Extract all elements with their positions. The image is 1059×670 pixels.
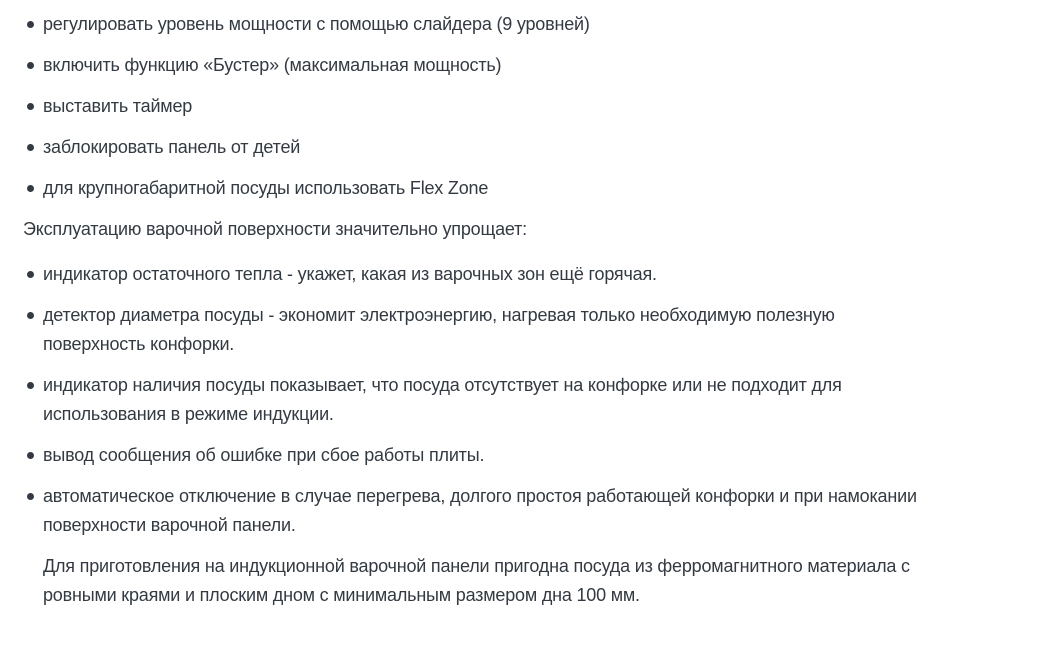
list-item-text: для крупногабаритной посуды использовать Flex Zone [43, 178, 489, 198]
list-item [23, 482, 1043, 540]
list-item [23, 51, 1043, 80]
features-list [23, 260, 1043, 540]
list-item [23, 174, 1043, 203]
list-item-text: вывод сообщения об ошибке при сбое работы плиты. [43, 445, 485, 465]
bullet-icon [27, 144, 34, 151]
list-item-text: регулировать уровень мощности с помощью слайдера (9 уровней) [43, 14, 590, 34]
bullet-icon [27, 21, 34, 28]
list-item-text: индикатор остаточного тепла - укажет, какая из варочных зон ещё горячая. [43, 264, 657, 284]
list-item-text: индикатор наличия посуды показывает, что посуда отсутствует на конфорке или не подходит для [43, 375, 842, 395]
controls-list-secondary [23, 51, 1043, 203]
bullet-icon [27, 452, 34, 459]
list-item-text: автоматическое отключение в случае перегрева, долгого простоя работающей конфорки и при намокании [43, 486, 917, 506]
bullet-icon [27, 103, 34, 110]
list-item-text: использования в режиме индукции. [43, 404, 334, 424]
list-item [23, 260, 1043, 289]
list-item-text: выставить таймер [43, 96, 193, 116]
list-item [23, 371, 1043, 429]
list-item [23, 301, 1043, 359]
list-item-text: включить функцию «Бустер» (максимальная мощность) [43, 55, 502, 75]
list-item [23, 10, 1043, 39]
bullet-icon [27, 493, 34, 500]
controls-list-primary [23, 10, 1043, 39]
bullet-icon [27, 382, 34, 389]
closing-paragraph [43, 552, 1043, 610]
list-item [23, 133, 1043, 162]
list-item-text: детектор диаметра посуды - экономит электроэнергию, нагревая только необходимую полезную [43, 305, 835, 325]
bullet-icon [27, 312, 34, 319]
list-item-text: поверхности варочной панели. [43, 515, 296, 535]
intro-paragraph: Эксплуатацию варочной поверхности значительно упрощает: [23, 219, 527, 239]
bullet-icon [27, 185, 34, 192]
closing-paragraph-line: Для приготовления на индукционной варочной панели пригодна посуда из ферромагнитного материала с [43, 556, 910, 576]
closing-paragraph-line: ровными краями и плоским дном с минимальным размером дна 100 мм. [43, 585, 640, 605]
list-item-text: заблокировать панель от детей [43, 137, 301, 157]
list-item-text: поверхность конфорки. [43, 334, 235, 354]
list-item [23, 441, 1043, 470]
bullet-icon [27, 271, 34, 278]
list-item [23, 92, 1043, 121]
bullet-icon [27, 62, 34, 69]
